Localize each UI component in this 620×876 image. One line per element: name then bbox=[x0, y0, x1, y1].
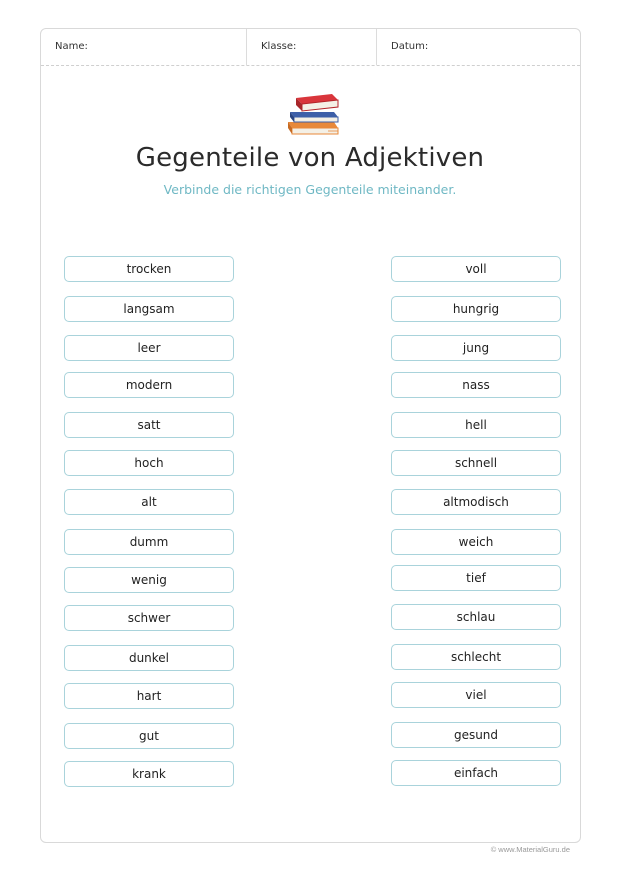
date-field[interactable] bbox=[377, 29, 582, 65]
right-word-box[interactable]: gesund bbox=[391, 722, 561, 748]
copyright-credit: © www.MaterialGuru.de bbox=[490, 845, 570, 854]
left-word-box[interactable]: leer bbox=[64, 335, 234, 361]
right-word-box[interactable]: voll bbox=[391, 256, 561, 282]
left-word-box[interactable]: dumm bbox=[64, 529, 234, 555]
header-row bbox=[41, 29, 580, 66]
left-word-box[interactable]: schwer bbox=[64, 605, 234, 631]
name-field[interactable] bbox=[41, 29, 247, 65]
books-stack-icon bbox=[284, 92, 342, 136]
left-word-box[interactable]: gut bbox=[64, 723, 234, 749]
right-word-box[interactable]: jung bbox=[391, 335, 561, 361]
right-word-box[interactable]: nass bbox=[391, 372, 561, 398]
right-word-box[interactable]: viel bbox=[391, 682, 561, 708]
left-word-box[interactable]: hoch bbox=[64, 450, 234, 476]
right-word-box[interactable]: schnell bbox=[391, 450, 561, 476]
class-field[interactable] bbox=[247, 29, 377, 65]
date-label: Datum: bbox=[391, 41, 429, 52]
left-word-box[interactable]: langsam bbox=[64, 296, 234, 322]
left-word-box[interactable]: dunkel bbox=[64, 645, 234, 671]
instructions: Verbinde die richtigen Gegenteile miteinander. bbox=[163, 182, 457, 197]
right-word-box[interactable]: schlecht bbox=[391, 644, 561, 670]
page-title: Gegenteile von Adjektiven bbox=[135, 143, 485, 173]
left-word-box[interactable]: trocken bbox=[64, 256, 234, 282]
right-word-box[interactable]: einfach bbox=[391, 760, 561, 786]
right-word-box[interactable]: hell bbox=[391, 412, 561, 438]
right-word-box[interactable]: hungrig bbox=[391, 296, 561, 322]
right-word-box[interactable]: weich bbox=[391, 529, 561, 555]
right-word-box[interactable]: altmodisch bbox=[391, 489, 561, 515]
left-word-box[interactable]: satt bbox=[64, 412, 234, 438]
left-word-box[interactable]: modern bbox=[64, 372, 234, 398]
left-word-box[interactable]: krank bbox=[64, 761, 234, 787]
right-word-box[interactable]: schlau bbox=[391, 604, 561, 630]
left-word-box[interactable]: hart bbox=[64, 683, 234, 709]
class-label: Klasse: bbox=[261, 41, 297, 52]
left-word-box[interactable]: wenig bbox=[64, 567, 234, 593]
right-word-box[interactable]: tief bbox=[391, 565, 561, 591]
left-word-box[interactable]: alt bbox=[64, 489, 234, 515]
name-label: Name: bbox=[55, 41, 88, 52]
